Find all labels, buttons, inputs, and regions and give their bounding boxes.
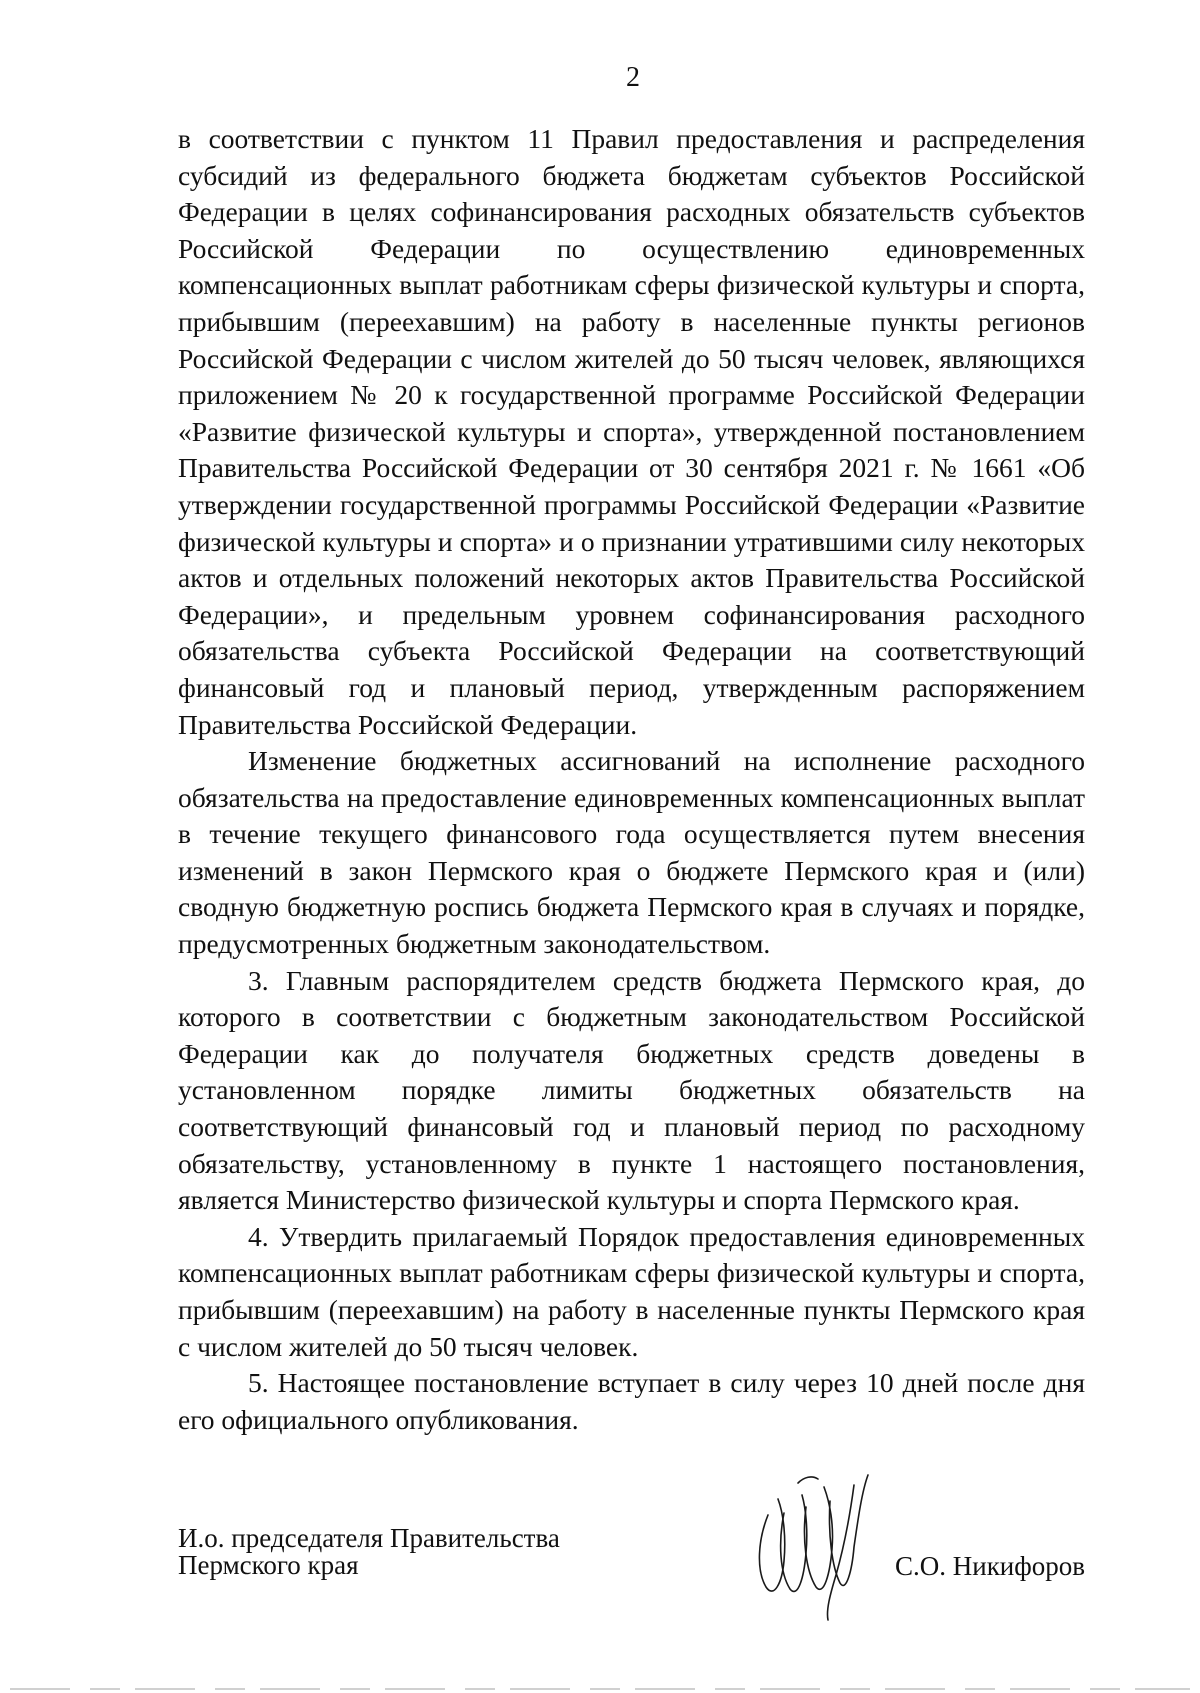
signatory-name: С.О. Никифоров xyxy=(894,1551,1085,1581)
scan-edge-artifact xyxy=(0,1683,1200,1693)
paragraph-5: 5. Настоящее постановление вступает в силу через 10 дней после дня его официального опубликования. xyxy=(178,1367,1085,1435)
handwritten-signature xyxy=(738,1455,888,1625)
signatory-position-line-1: И.о. председателя Правительства xyxy=(178,1523,560,1553)
document-body xyxy=(178,121,1085,1438)
paragraph-1: в соответствии с пунктом 11 Правил предоставления и распределения субсидий из федерального бюджета бюджетам субъектов Российской Федерации в целях софинансирования расходных обязательств субъектов Российской Федерации по осуществлению единовременных компенсационных выплат работникам сферы физической культуры и спорта, прибывшим (переехавшим) на работу в населенные пункты регионов Российской Федерации с числом жителей до 50 тысяч человек, являющихся приложением № 20 к государственной программе Российской Федерации «Развитие физической культуры и спорта», утвержденной постановлением Правительства Российской Федерации от 30 сентября 2021 г. № 1661 «Об утверждении государственной программы Российской Федерации «Развитие физической культуры и спорта» и о признании утратившими силу некоторых актов и отдельных положений некоторых актов Правительства Российской Федерации», и предельным уровнем софинансирования расходного обязательства субъекта Российской Федерации на соответствующий финансовый год и плановый период, утвержденным распоряжением Правительства Российской Федерации. xyxy=(178,123,1085,740)
signature-block xyxy=(178,1525,1085,1665)
signatory-position-line-2: Пермского края xyxy=(178,1550,359,1580)
paragraph-3: 3. Главным распорядителем средств бюджета Пермского края, до которого в соответствии с бюджетным законодательством Российской Федерации как до получателя бюджетных средств доведены в установленном порядке лимиты бюджетных обязательств на соответствующий финансовый год и плановый период по расходному обязательству, установленному в пункте 1 настоящего постановления, является Министерство физической культуры и спорта Пермского края. xyxy=(178,964,1085,1216)
signatory-position xyxy=(178,1525,560,1579)
paragraph-2: Изменение бюджетных ассигнований на исполнение расходного обязательства на предоставление единовременных компенсационных выплат в течение текущего финансового года осуществляется путем внесения изменений в закон Пермского края о бюджете Пермского края и (или) сводную бюджетную роспись бюджета Пермского края в случаях и порядке, предусмотренных бюджетным законодательством. xyxy=(178,745,1085,960)
page-number: 2 xyxy=(626,62,640,93)
paragraph-4: 4. Утвердить прилагаемый Порядок предоставления единовременных компенсационных выплат работникам сферы физической культуры и спорта, прибывшим (переехавшим) на работу в населенные пункты Пермского края с числом жителей до 50 тысяч человек. xyxy=(178,1220,1085,1362)
